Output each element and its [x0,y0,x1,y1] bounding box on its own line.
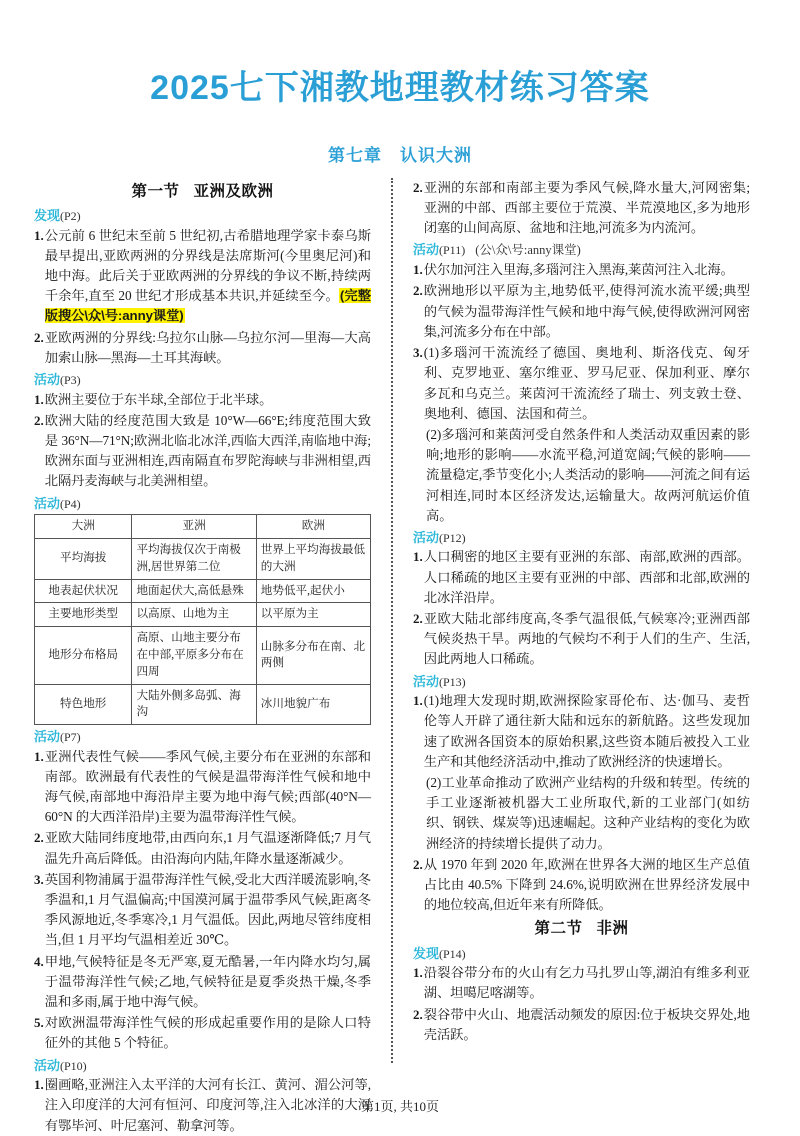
item-text: (2)多瑙河和莱茵河受自然条件和人类活动双重因素的影响;地形的影响——水流平稳,河道宽阔;气候的影响——流量稳定,季节变化小;人类活动的影响——河流之间有运河相连,同时本区经济发达,运输量大。故两河航运价值高。 [426,426,750,523]
item-text: 人口稠密的地区主要有亚洲的东部、南部,欧洲的西部。人口稀疏的地区主要有亚洲的中部、西部和北部,欧洲的北冰洋沿岸。 [423,549,750,605]
table-cell-asia: 平均海拔仅次于南极洲,居世界第二位 [132,538,256,579]
item-number: 1. [413,693,423,709]
item-text: 甲地,气候特征是冬无严寒,夏无酷暑,一年内降水均匀,属于温带海洋性气候;乙地,气候特征是夏季炎热干燥,冬季温和多雨,属于地中海气候。 [44,953,371,1010]
item-number: 1. [413,262,423,278]
item-number: 1. [413,965,423,981]
subhead-huodong-p3 [34,371,371,389]
answer-item [413,343,750,424]
highlight-promo: (完整版搜公\众\号:anny课堂) [44,288,371,324]
item-number: 2. [34,830,44,846]
table-row [35,538,371,579]
answer-item [34,952,371,1013]
answer-item [413,855,750,916]
item-text: 沿裂谷带分布的火山有乞力马扎罗山等,湖泊有维多利亚湖、坦噶尼喀湖等。 [423,965,750,1001]
table-row [35,603,371,627]
item-text: 欧洲地形以平原为主,地势低平,使得河流水流平缓;典型的气候为温带海洋性气候和地中海气候,使得欧洲河网密集,河流多分布在中部。 [423,283,750,339]
table-row-label: 特色地形 [35,684,132,725]
item-text: 伏尔加河注入里海,多瑙河注入黑海,莱茵河注入北海。 [423,262,734,278]
subhead-label: 活动 [413,529,440,545]
item-text: 亚欧大陆同纬度地带,由西向东,1 月气温逐渐降低;7 月气温先升高后降低。由沿海向内陆,年降水量逐渐减少。 [44,830,371,866]
table-row-label: 地形分布格局 [35,627,132,684]
item-text: (2)工业革命推动了欧洲产业结构的升级和转型。传统的手工业逐渐被机器大工业所取代,新的工业部门(如纺织、钢铁、煤炭等)迅速崛起。这种产业结构的变化为欧洲经济的持续增长提供了动力。 [426,775,750,851]
answer-item [413,691,750,772]
answer-item [413,178,750,239]
subhead-huodong-p10 [34,1057,371,1075]
answer-item [34,411,371,492]
answer-item [413,281,750,342]
subhead-faxian-p14 [413,945,750,963]
answer-item [34,226,371,327]
subhead-page: (P2) [60,209,81,224]
comparison-table [34,514,371,725]
subhead-faxian-p2 [34,207,371,225]
page-title: 2025七下湘教地理教材练习答案 [150,69,650,107]
table-row [35,627,371,684]
section-1-name: 亚洲及欧洲 [193,182,274,200]
item-text: 欧洲大陆的经度范围大致是 10°W—66°E;纬度范围大致是 36°N—71°N;欧洲北临北冰洋,西临大西洋,南临地中海;欧洲东面与亚洲相连,西南隔直布罗陀海峡与非洲相望,西北隔丹麦海峡与北美洲相望。 [44,412,371,489]
subhead-huodong-p7 [34,728,371,746]
table-row [35,515,371,539]
table-cell-europe: 山脉多分布在南、北两侧 [256,627,370,684]
answer-subitem [426,773,750,854]
item-number: 1. [34,391,44,407]
subhead-huodong-p4 [34,495,371,513]
table-cell-asia: 以高原、山地为主 [132,603,256,627]
table-row-label: 地表起伏状况 [35,579,132,603]
table-row-label: 主要地形类型 [35,603,132,627]
subhead-page: (P7) [60,730,81,745]
table-header-cell: 亚洲 [132,515,256,539]
item-text: 从 1970 年到 2020 年,欧洲在世界各大洲的地区生产总值占比由 40.5% 下降到 24.6%,说明欧洲在世界经济发展中的地位较高,但近年来有所降低。 [423,856,750,913]
section-1-label: 第一节 [131,182,180,200]
chapter-heading [34,141,766,166]
item-text [45,226,371,327]
subhead-huodong-p12 [413,529,750,547]
item-number: 4. [34,953,44,969]
item-number: 2. [34,329,44,345]
subhead-huodong-p11 [413,241,750,259]
table-cell-europe: 世界上平均海拔最低的大洲 [256,538,370,579]
item-number: 2. [413,283,423,299]
subhead-label: 活动 [34,495,61,511]
left-column [34,178,381,1133]
subhead-label: 发现 [34,208,61,224]
table-row-label: 平均海拔 [35,538,132,579]
table-header-cell: 欧洲 [256,515,370,539]
item-number: 5. [34,1015,44,1031]
answer-subitem [426,425,750,526]
table-row [35,579,371,603]
item-text: 欧洲主要位于东半球,全部位于北半球。 [44,391,273,407]
item-number: 2. [413,611,423,627]
item-number: 2. [413,856,423,872]
subhead-page: (P13) [439,674,466,689]
item-number: 3. [34,871,44,887]
answer-item [34,390,371,410]
item-text: (1)地理大发现时期,欧洲探险家哥伦布、达·伽马、麦哲伦等人开辟了通往新大陆和远东的新航路。这些发现加速了欧洲各国资本的原始积累,这些资本随后被投入工业生产和其他经济活动中,推动了欧洲经济的快速增长。 [423,693,750,769]
item-text: 亚洲的东部和南部主要为季风气候,降水量大,河网密集;亚洲的中部、西部主要位于荒漠、半荒漠地区,多为地形闭塞的山间高原、盆地和注地,河流多为内流河。 [423,179,750,236]
answer-item [34,328,371,368]
subhead-page: (P4) [60,496,81,511]
page-footer: 第1页, 共10页 [360,1099,439,1114]
answer-item [413,1005,750,1045]
chapter-name: 认识大洲 [400,145,472,165]
item-number: 2. [34,412,44,428]
subhead-page: (P10) [60,1058,87,1073]
subhead-label: 发现 [413,945,440,961]
item-number: 3. [413,345,423,361]
table-cell-asia: 地面起伏大,高低悬殊 [132,579,256,603]
subhead-label: 活动 [413,673,440,689]
item-number: 1. [34,1077,44,1093]
item-number: 2. [413,179,423,195]
answer-item [34,828,371,868]
item-number: 2. [413,1006,423,1022]
item-number: 1. [413,549,423,565]
answer-item [413,547,750,608]
table-cell-asia: 高原、山地主要分布在中部,平原多分布在四周 [132,627,256,684]
item-text: (1)多瑙河干流流经了德国、奥地利、斯洛伐克、匈牙利、克罗地亚、塞尔维亚、罗马尼亚、保加利亚、摩尔多瓦和乌克兰。莱茵河干流流经了瑞士、列支敦士登、奥地利、德国、法国和荷兰。 [423,345,750,421]
subhead-page: (P14) [439,946,466,961]
subhead-page: (P11) [439,243,466,258]
subhead-label: 活动 [34,372,61,388]
answer-item [413,609,750,670]
table-cell-europe: 地势低平,起伏小 [256,579,370,603]
table-cell-europe: 以平原为主 [256,603,370,627]
section-heading-2 [413,917,750,940]
subhead-label: 活动 [413,242,440,258]
column-divider [391,178,393,1063]
table-row [35,684,371,725]
section-heading-1 [34,180,371,203]
section-2-name: 非洲 [596,920,629,938]
answer-item [413,963,750,1003]
item-text: 亚洲代表性气候——季风气候,主要分布在亚洲的东部和南部。欧洲最有代表性的气候是温带海洋性气候和地中海气候,南部地中海沿岸主要为地中海气候;西部(40°N—60°N 的大西洋沿岸)主要为温带海洋性气候。 [44,748,371,825]
subhead-huodong-p13 [413,673,750,691]
subhead-page: (P3) [60,373,81,388]
table-cell-europe: 冰川地貌广布 [256,684,370,725]
item-number: 1. [34,748,44,764]
subhead-label: 活动 [34,1057,61,1073]
item-text: 亚欧两洲的分界线:乌拉尔山脉—乌拉尔河—里海—大高加索山脉—黑海—土耳其海峡。 [44,329,371,365]
subhead-page: (P12) [439,530,466,545]
answer-item [34,1013,371,1053]
item-text: 裂谷带中火山、地震活动频发的原因:位于板块交界处,地壳活跃。 [423,1006,750,1042]
right-column [403,178,750,1063]
item-text: 亚欧大陆北部纬度高,冬季气温很低,气候寒冷;亚洲西部气候炎热干旱。两地的气候均不利于人们的生产、生活,因此两地人口稀疏。 [423,611,750,667]
item-body: 公元前 6 世纪末至前 5 世纪初,古希腊地理学家卡泰乌斯最早提出,亚欧两洲的分界线是法席斯河(今里奥尼河)和地中海。此后关于亚欧两洲的分界线的争议不断,持续两千余年,直至 20 世纪才形成基本共识,并延续至今。 [44,227,371,304]
chapter-label: 第七章 [328,145,382,165]
item-text: 英国利物浦属于温带海洋性气候,受北大西洋暖流影响,冬季温和,1 月气温偏高;中国漠河属于温带季风气候,距离冬季风源地近,冬季寒冷,1 月气温低。因此,两地尽管纬度相当,但 1 月平均气温相差近 30℃。 [44,871,371,948]
item-number: 1. [34,227,44,243]
answer-item [34,747,371,828]
answer-item [413,260,750,280]
table-header-cell: 大洲 [35,515,132,539]
section-2-label: 第二节 [534,920,583,938]
item-text: 对欧洲温带海洋性气候的形成起重要作用的是除人口特征外的其他 5 个特征。 [44,1015,371,1051]
answer-item [34,870,371,951]
subhead-label: 活动 [34,729,61,745]
table-cell-asia: 大陆外侧多岛弧、海沟 [132,684,256,725]
item-text: 圈画略,亚洲注入太平洋的大河有长江、黄河、湄公河等,注入印度洋的大河有恒河、印度河等,注入北冰洋的大河有鄂毕河、叶尼塞河、勒拿河等。 [44,1077,371,1133]
subhead-note: (公\众\号:anny课堂) [475,243,581,258]
